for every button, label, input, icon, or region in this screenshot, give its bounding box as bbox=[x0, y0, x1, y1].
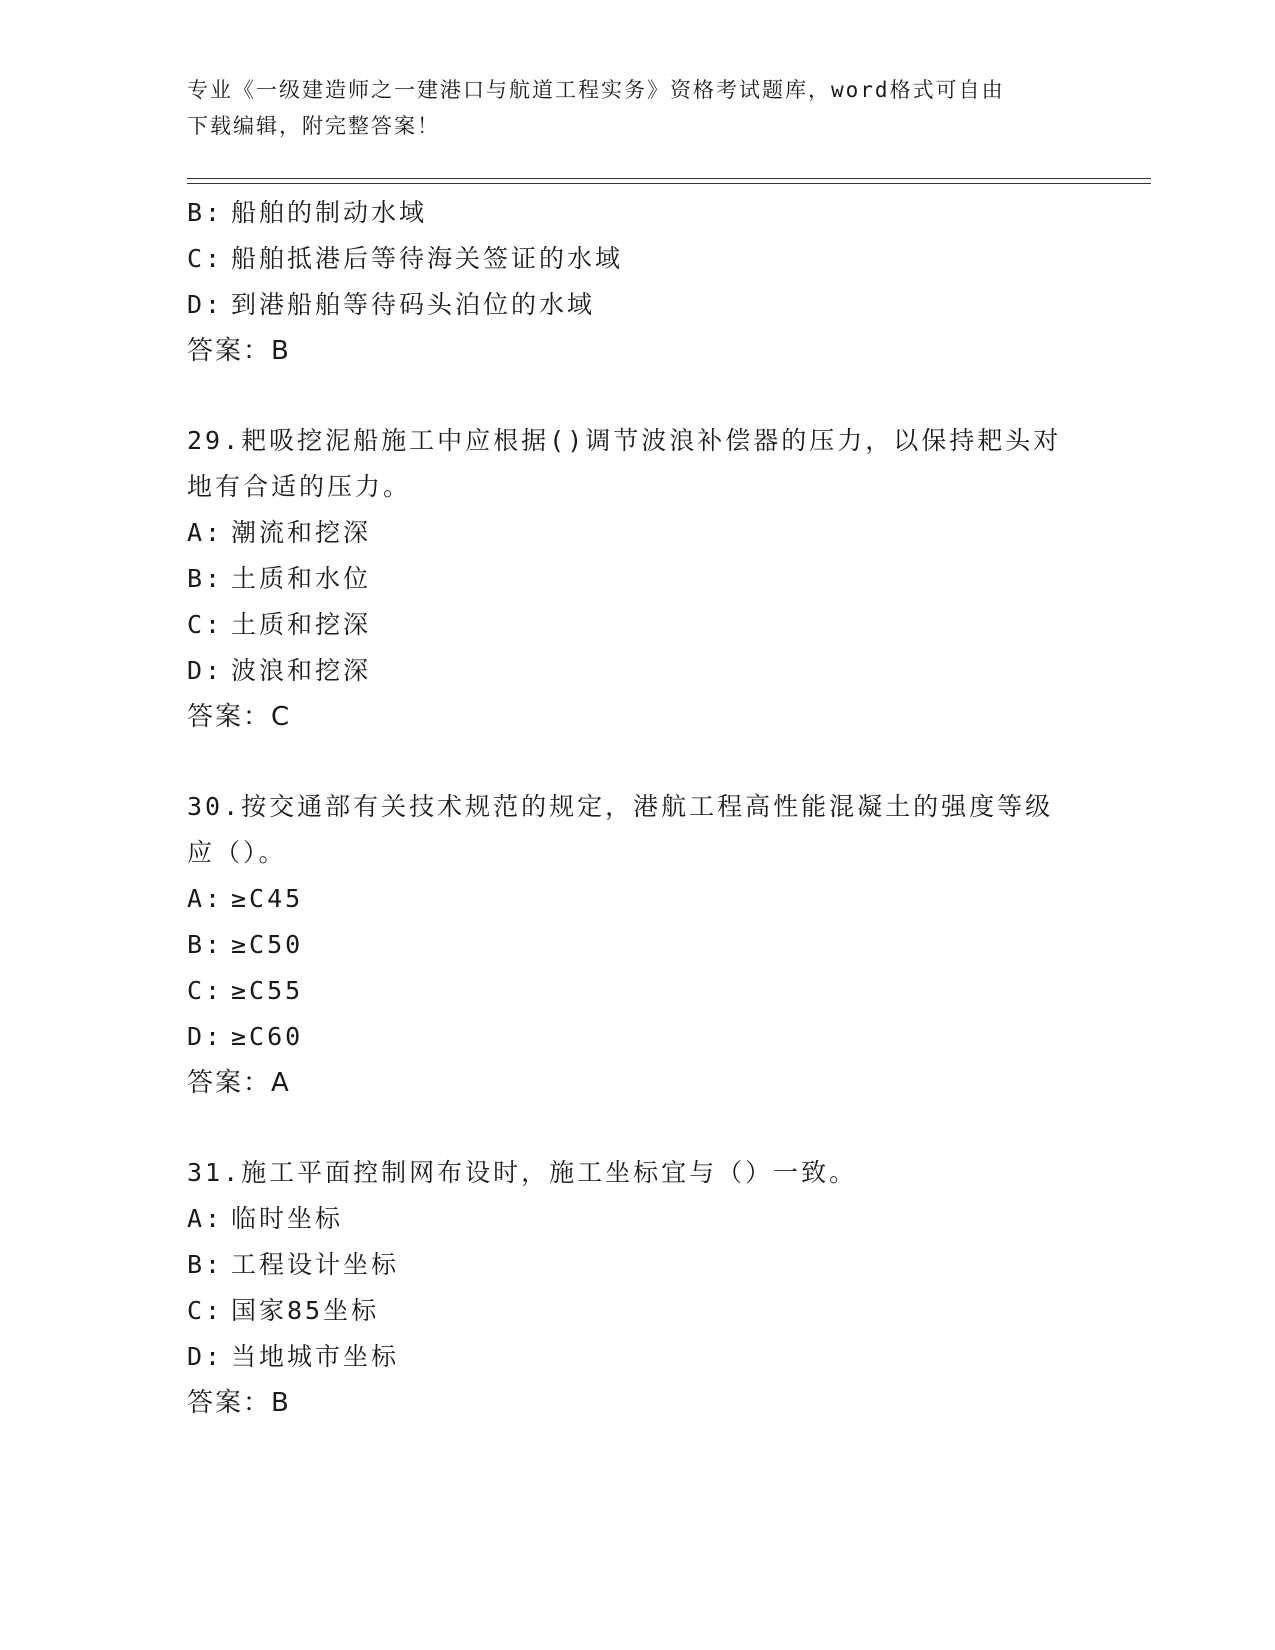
option-text: 国家85坐标 bbox=[231, 1296, 380, 1325]
header-line-2: 下载编辑，附完整答案！ bbox=[187, 114, 440, 138]
option-text: ≥C45 bbox=[231, 884, 304, 913]
header-divider-bottom bbox=[187, 183, 1151, 184]
question-list bbox=[187, 190, 1087, 1426]
question-30 bbox=[187, 784, 1087, 1106]
question-stem-line-2: 应（）。 bbox=[187, 838, 287, 867]
question-stem-line-1: 31.施工平面控制网布设时，施工坐标宜与（）一致。 bbox=[187, 1158, 858, 1187]
question-29 bbox=[187, 418, 1087, 740]
option-key: B: bbox=[187, 1250, 224, 1279]
option-c bbox=[187, 602, 1087, 648]
option-key: C: bbox=[187, 976, 224, 1005]
option-key: D: bbox=[187, 290, 224, 319]
option-d bbox=[187, 1014, 1087, 1060]
option-text: 到港船舶等待码头泊位的水域 bbox=[231, 290, 596, 319]
option-text: 船舶抵港后等待海关签证的水域 bbox=[231, 244, 624, 273]
option-key: C: bbox=[187, 610, 224, 639]
option-b bbox=[187, 1242, 1087, 1288]
option-d bbox=[187, 282, 1087, 328]
option-text: 工程设计坐标 bbox=[231, 1250, 400, 1279]
option-text: 当地城市坐标 bbox=[231, 1342, 400, 1371]
option-text: 船舶的制动水域 bbox=[231, 198, 428, 227]
option-key: A: bbox=[187, 884, 224, 913]
document-header bbox=[187, 72, 1087, 144]
option-key: B: bbox=[187, 564, 224, 593]
option-text: ≥C55 bbox=[231, 976, 304, 1005]
option-key: B: bbox=[187, 930, 224, 959]
option-key: B: bbox=[187, 198, 224, 227]
option-text: 土质和挖深 bbox=[231, 610, 372, 639]
option-c bbox=[187, 968, 1087, 1014]
option-b bbox=[187, 190, 1087, 236]
question-stem-line-1: 29.耙吸挖泥船施工中应根据()调节波浪补偿器的压力，以保持耙头对 bbox=[187, 426, 1062, 455]
header-line-1: 专业《一级建造师之一建港口与航道工程实务》资格考试题库，word格式可自由 bbox=[187, 78, 1005, 102]
answer-line: 答案：A bbox=[187, 1068, 291, 1098]
question-stem-line-1: 30.按交通部有关技术规范的规定，港航工程高性能混凝土的强度等级 bbox=[187, 792, 1054, 821]
option-b bbox=[187, 556, 1087, 602]
answer-line: 答案：B bbox=[187, 1388, 291, 1418]
question-28-tail bbox=[187, 190, 1087, 374]
option-c bbox=[187, 1288, 1087, 1334]
option-a bbox=[187, 510, 1087, 556]
header-divider-top bbox=[187, 178, 1151, 179]
option-key: C: bbox=[187, 1296, 224, 1325]
answer-line: 答案：C bbox=[187, 702, 292, 732]
option-text: 临时坐标 bbox=[231, 1204, 344, 1233]
option-a bbox=[187, 876, 1087, 922]
option-key: D: bbox=[187, 656, 224, 685]
option-d bbox=[187, 1334, 1087, 1380]
question-31 bbox=[187, 1150, 1087, 1426]
option-key: A: bbox=[187, 1204, 224, 1233]
option-text: ≥C60 bbox=[231, 1022, 304, 1051]
option-key: D: bbox=[187, 1342, 224, 1371]
answer-line: 答案：B bbox=[187, 336, 291, 366]
option-key: A: bbox=[187, 518, 224, 547]
option-a bbox=[187, 1196, 1087, 1242]
option-text: 波浪和挖深 bbox=[231, 656, 372, 685]
option-key: D: bbox=[187, 1022, 224, 1051]
option-b bbox=[187, 922, 1087, 968]
option-d bbox=[187, 648, 1087, 694]
option-c bbox=[187, 236, 1087, 282]
option-text: 土质和水位 bbox=[231, 564, 372, 593]
option-text: ≥C50 bbox=[231, 930, 304, 959]
option-key: C: bbox=[187, 244, 224, 273]
option-text: 潮流和挖深 bbox=[231, 518, 372, 547]
question-stem-line-2: 地有合适的压力。 bbox=[187, 472, 412, 501]
